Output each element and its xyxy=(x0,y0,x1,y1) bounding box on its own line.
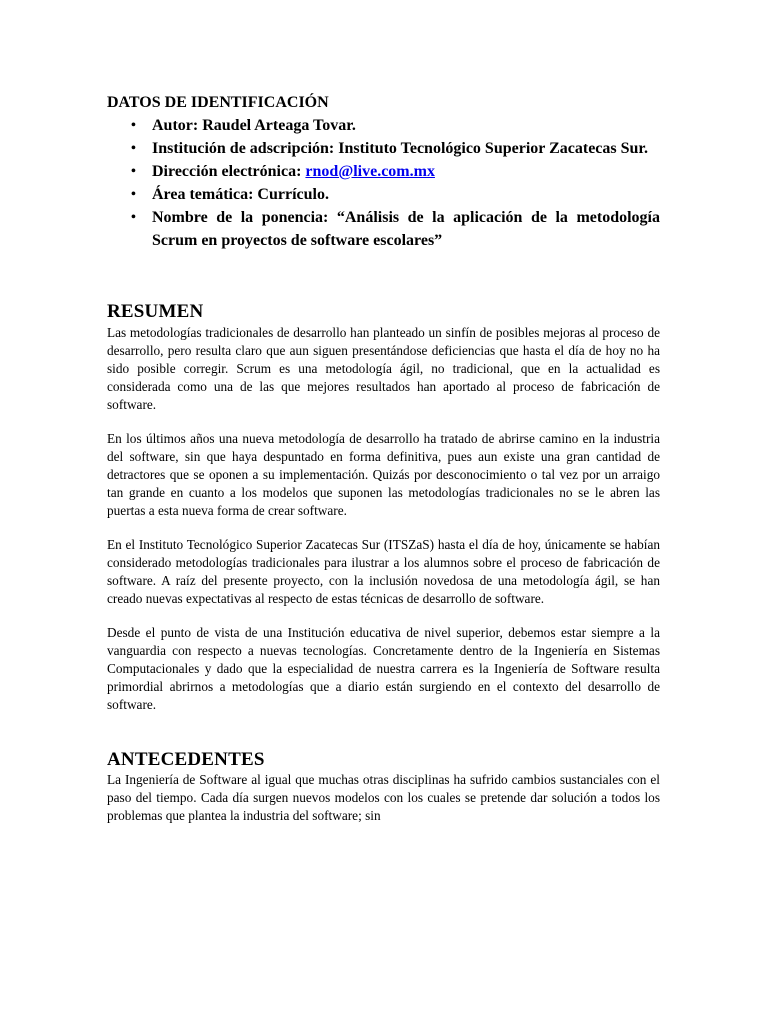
bullet-icon: • xyxy=(131,210,136,225)
document-page xyxy=(107,92,660,825)
bullet-icon: • xyxy=(131,187,136,202)
bullet-icon: • xyxy=(131,118,136,133)
bullet-icon: • xyxy=(131,141,136,156)
list-item-paper-title xyxy=(107,206,660,252)
resumen-paragraph: Desde el punto de vista de una Institución educativa de nivel superior, debemos estar siempre a la vanguardia con respecto a nuevas tecnologías. Concretamente dentro de la Ingeniería en Sistemas Computacionales y dado que la especialidad de nuestra carrera es la Ingeniería de Software resulta primordial abrirnos a metodologías que a diario están surgiendo en el contexto del desarrollo de software. xyxy=(107,625,660,712)
institution-text: Institución de adscripción: Instituto Tecnológico Superior Zacatecas Sur. xyxy=(152,140,649,157)
resumen-paragraph: Las metodologías tradicionales de desarrollo han planteado un sinfín de posibles mejoras al proceso de desarrollo, pero resulta claro que aun siguen presentándose deficiencias que hasta el día de hoy no ha sido posible corregir. Scrum es una metodología ágil, no tradicional, que en la actualidad es considerada como una de las que mejores resultados han aportado al proceso de fabricación de software. xyxy=(107,325,660,412)
paper-title-text: Nombre de la ponencia: “Análisis de la aplicación de la metodología Scrum en proyectos de software escolares” xyxy=(152,209,660,249)
list-item-institution xyxy=(107,137,660,160)
antecedentes-paragraph: La Ingeniería de Software al igual que muchas otras disciplinas ha sufrido cambios sustanciales con el paso del tiempo. Cada día surgen nuevos modelos con los cuales se pretende dar solución a todos los problemas que plantea la industria del software; sin xyxy=(107,772,660,823)
resumen-heading: RESUMEN xyxy=(107,301,204,322)
bullet-icon: • xyxy=(131,164,136,179)
antecedentes-heading: ANTECEDENTES xyxy=(107,749,265,770)
list-item-email xyxy=(107,160,660,183)
resumen-paragraph: En el Instituto Tecnológico Superior Zacatecas Sur (ITSZaS) hasta el día de hoy, únicamente se habían considerado metodologías tradicionales para ilustrar a los alumnos sobre el proceso de fabricación de software. A raíz del presente proyecto, con la inclusión novedosa de una metodología ágil, se han creado nuevas expectativas al respecto de estas técnicas de desarrollo de software. xyxy=(107,537,660,606)
author-text: Autor: Raudel Arteaga Tovar. xyxy=(152,117,356,134)
identification-list xyxy=(107,114,660,252)
identification-title: DATOS DE IDENTIFICACIÓN xyxy=(107,94,329,111)
list-item-author xyxy=(107,114,660,137)
area-text: Área temática: Currículo. xyxy=(152,186,329,203)
email-link[interactable]: rnod@live.com.mx xyxy=(305,163,435,180)
list-item-area xyxy=(107,183,660,206)
resumen-paragraph: En los últimos años una nueva metodología de desarrollo ha tratado de abrirse camino en la industria del software, sin que haya despuntado en forma definitiva, pues aun existe una gran cantidad de detractores que se oponen a su implementación. Quizás por desconocimiento o tal vez por un arraigo tan grande en cuanto a los modelos que suponen las metodologías tradicionales no se le abren las puertas a esta nueva forma de crear software. xyxy=(107,431,660,518)
email-label: Dirección electrónica: xyxy=(152,163,306,180)
